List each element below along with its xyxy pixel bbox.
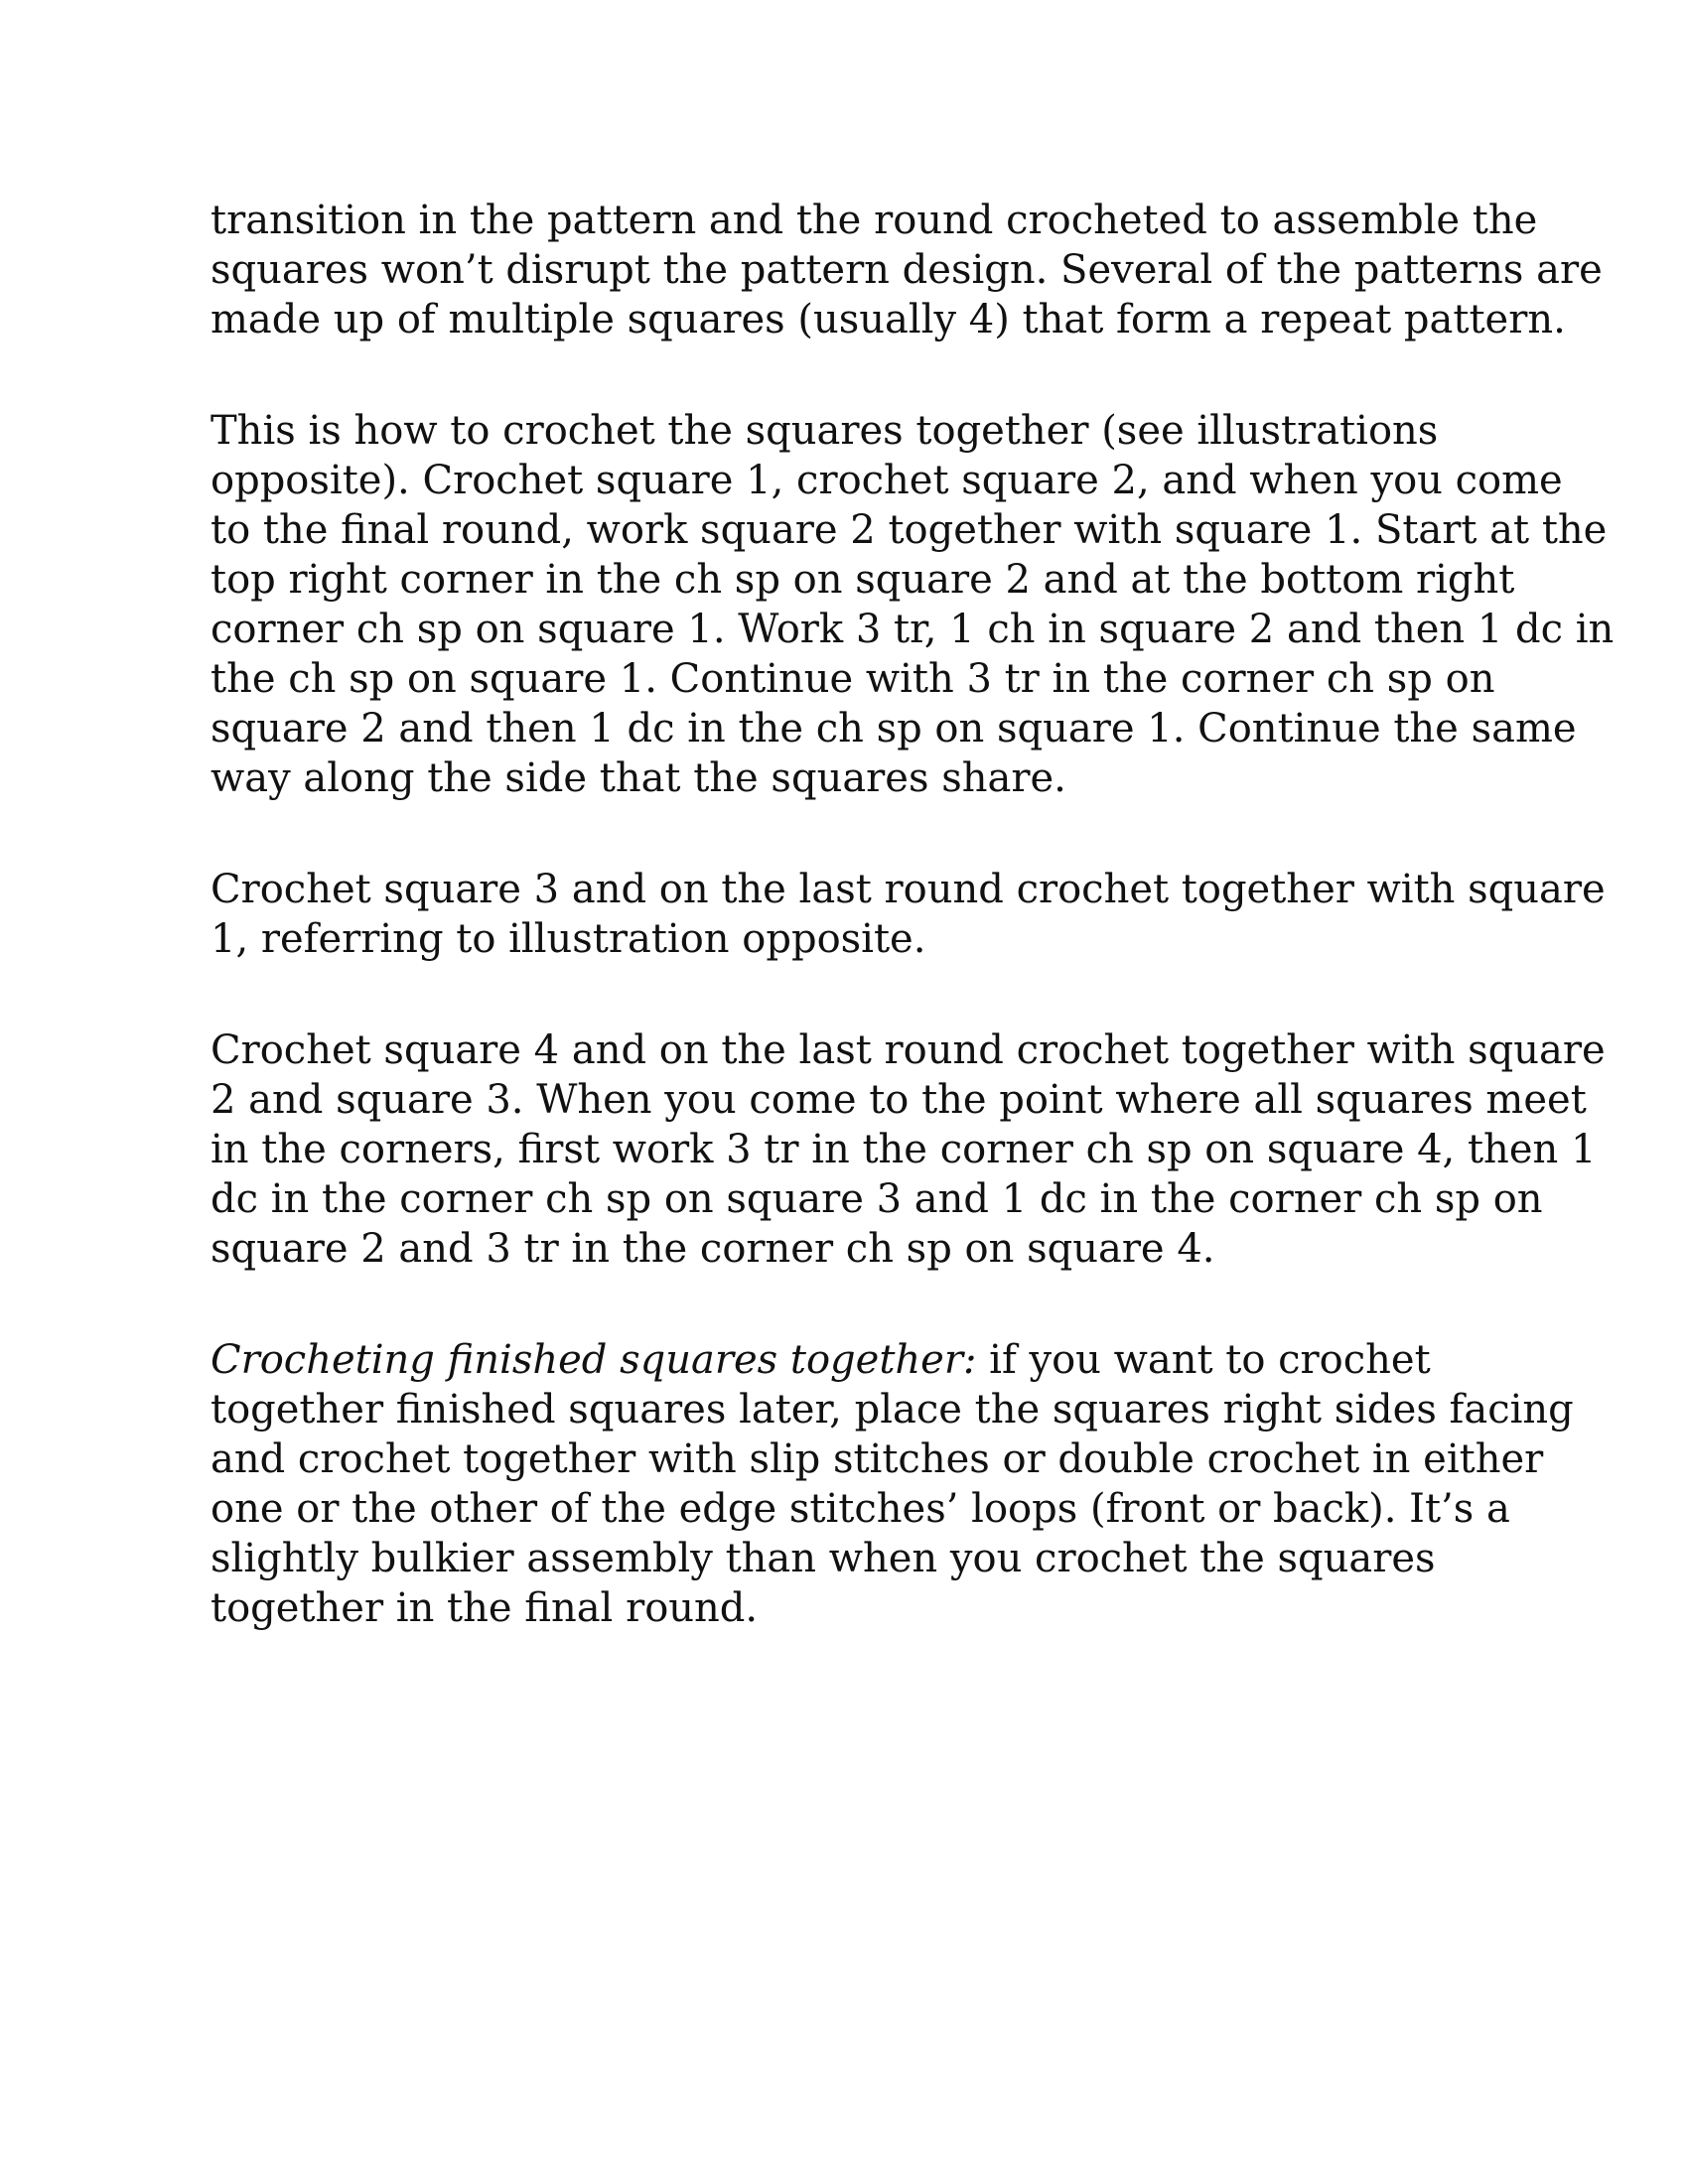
text-line: 1, referring to illustration opposite. xyxy=(211,916,926,962)
text-line-with-heading xyxy=(211,1335,1501,1385)
text-line: way along the side that the squares share. xyxy=(211,755,1066,801)
text-line: corner ch sp on square 1. Work 3 tr, 1 ch in square 2 and then 1 dc in xyxy=(211,607,1615,652)
paragraph-finished-squares xyxy=(211,1335,1574,1633)
paragraph-pattern-transition xyxy=(211,196,1603,344)
text-line: This is how to crochet the squares together (see illustrations xyxy=(211,408,1439,454)
text-line: the ch sp on square 1. Continue with 3 tr in the corner ch sp on xyxy=(211,656,1495,702)
text-line: transition in the pattern and the round crocheted to assemble the xyxy=(211,198,1538,243)
text-line: together in the final round. xyxy=(211,1585,759,1631)
page-body-text xyxy=(211,196,1615,1695)
text-line: and crochet together with slip stitches or double crochet in either xyxy=(211,1436,1544,1482)
text-run: if you want to crochet xyxy=(976,1337,1431,1383)
text-line: together finished squares later, place the squares right sides facing xyxy=(211,1387,1574,1433)
text-line: square 2 and then 1 dc in the ch sp on square 1. Continue the same xyxy=(211,706,1577,751)
paragraph-how-to-join xyxy=(211,406,1615,803)
text-line: Crochet square 4 and on the last round crochet together with square xyxy=(211,1027,1606,1073)
paragraph-square-3 xyxy=(211,865,1606,964)
text-line: squares won’t disrupt the pattern design. Several of the patterns are xyxy=(211,247,1603,293)
text-line: one or the other of the edge stitches’ loops (front or back). It’s a xyxy=(211,1486,1510,1532)
text-line: Crochet square 3 and on the last round crochet together with square xyxy=(211,867,1606,912)
text-line: slightly bulkier assembly than when you crochet the squares xyxy=(211,1536,1436,1581)
italic-run-in-heading: Crocheting finished squares together: xyxy=(211,1337,977,1383)
text-line: dc in the corner ch sp on square 3 and 1 dc in the corner ch sp on xyxy=(211,1176,1543,1222)
text-line: 2 and square 3. When you come to the point where all squares meet xyxy=(211,1077,1587,1123)
text-line: made up of multiple squares (usually 4) that form a repeat pattern. xyxy=(211,297,1566,342)
text-line: in the corners, first work 3 tr in the corner ch sp on square 4, then 1 xyxy=(211,1127,1597,1172)
text-line: top right corner in the ch sp on square 2 and at the bottom right xyxy=(211,557,1515,603)
text-line: opposite). Crochet square 1, crochet square 2, and when you come xyxy=(211,458,1563,503)
text-line: square 2 and 3 tr in the corner ch sp on square 4. xyxy=(211,1226,1215,1272)
text-line: to the final round, work square 2 together with square 1. Start at the xyxy=(211,507,1608,553)
paragraph-square-4 xyxy=(211,1025,1606,1274)
